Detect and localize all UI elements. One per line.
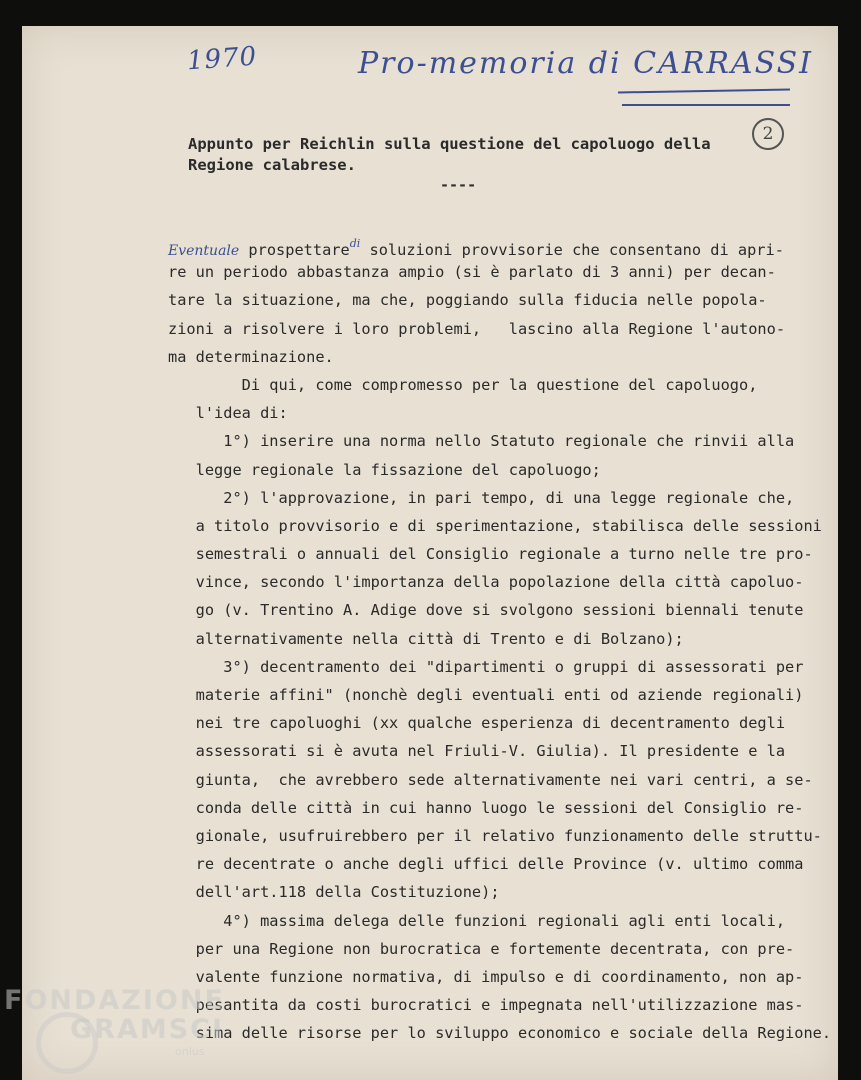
watermark-text: GRAMSCI (70, 1014, 225, 1045)
text-line: materie affini" (nonchè degli eventuali enti od aziende regionali) (168, 686, 804, 704)
document-heading: Appunto per Reichlin sulla questione del capoluogo della Regione calabrese. (188, 135, 711, 174)
underline (618, 88, 790, 93)
text-line: pesantita da costi burocratici e impegnata nell'utilizzazione mas- (168, 996, 804, 1015)
text-line: valente funzione normativa, di impulso e di coordinamento, non ap- (168, 967, 804, 986)
text-line: ma determinazione. (168, 347, 334, 366)
text-line: a titolo provvisorio e di sperimentazione, stabilisca delle sessioni (168, 516, 822, 535)
handwritten-note: Eventuale (168, 243, 240, 259)
document-page (22, 26, 838, 1080)
text-line: zioni a risolvere i loro problemi, lascino alla Regione l'autono- (168, 319, 786, 338)
text-line: 4°) massima delega delle funzioni regionali agli enti locali, (168, 911, 786, 930)
text-line: 2°) l'approvazione, in pari tempo, di una legge regionale che, (168, 488, 795, 507)
text-line: l'idea di: (168, 404, 288, 423)
text-line: conda delle città in cui hanno luogo le sessioni del Consiglio re- (168, 798, 804, 817)
handwritten-insertion: di (349, 237, 361, 250)
text-line: legge regionale la fissazione del capoluogo; (168, 460, 601, 479)
text-line: giunta, che avrebbero sede alternativamente nei vari centri, a se- (168, 770, 813, 789)
text-line: per una Regione non burocratica e fortemente decentrata, con pre- (168, 939, 795, 958)
page-number: 2 (752, 118, 784, 150)
text-line: tare la situazione, ma che, poggiando sulla fiducia nelle popola- (168, 291, 767, 310)
text-line: semestrali o annuali del Consiglio regionale a turno nelle tre pro- (168, 545, 813, 564)
text-line: go (v. Trentino A. Adige dove si svolgono sessioni biennali tenute (168, 601, 804, 620)
text-line: nei tre capoluoghi (xx qualche esperienza di decentramento degli (168, 714, 786, 733)
watermark-text: onlus (175, 1045, 205, 1058)
text-line: re un periodo abbastanza ampio (si è parlato di 3 anni) per decan- (168, 263, 776, 282)
text-line: sima delle risorse per lo sviluppo economico e sociale della Regione. (168, 1024, 832, 1043)
text-line: dell'art.118 della Costituzione); (168, 883, 500, 902)
text-line: Di qui, come compromesso per la questione del capoluogo, (168, 375, 758, 394)
document-body (168, 230, 832, 1047)
text-line: alternativamente nella città di Trento e di Bolzano); (168, 629, 684, 648)
underline (622, 104, 790, 106)
handwritten-title: Pro-memoria di CARRASSI (358, 46, 814, 81)
watermark-text: FONDAZIONE (4, 985, 225, 1016)
edited-word: prospettare (248, 241, 350, 259)
text-line: re decentrate o anche degli uffici delle Province (v. ultimo comma (168, 855, 804, 874)
text-line: vince, secondo l'importanza della popolazione della città capoluo- (168, 573, 804, 592)
text-line: gionale, usufruirebbero per il relativo funzionamento delle struttu- (168, 826, 822, 845)
text-line: 1°) inserire una norma nello Statuto regionale che rinvii alla (168, 432, 795, 451)
text-line: assessorati si è avuta nel Friuli-V. Giulia). Il presidente e la (168, 742, 786, 761)
separator: ---- (440, 176, 477, 194)
text-line: 3°) decentramento dei "dipartimenti o gruppi di assessorati per (168, 657, 804, 676)
text-line: Eventuale prospettare$^{di}$ soluzioni provvisorie che consentano di apri- (168, 237, 784, 259)
handwritten-year: 1970 (186, 41, 259, 77)
